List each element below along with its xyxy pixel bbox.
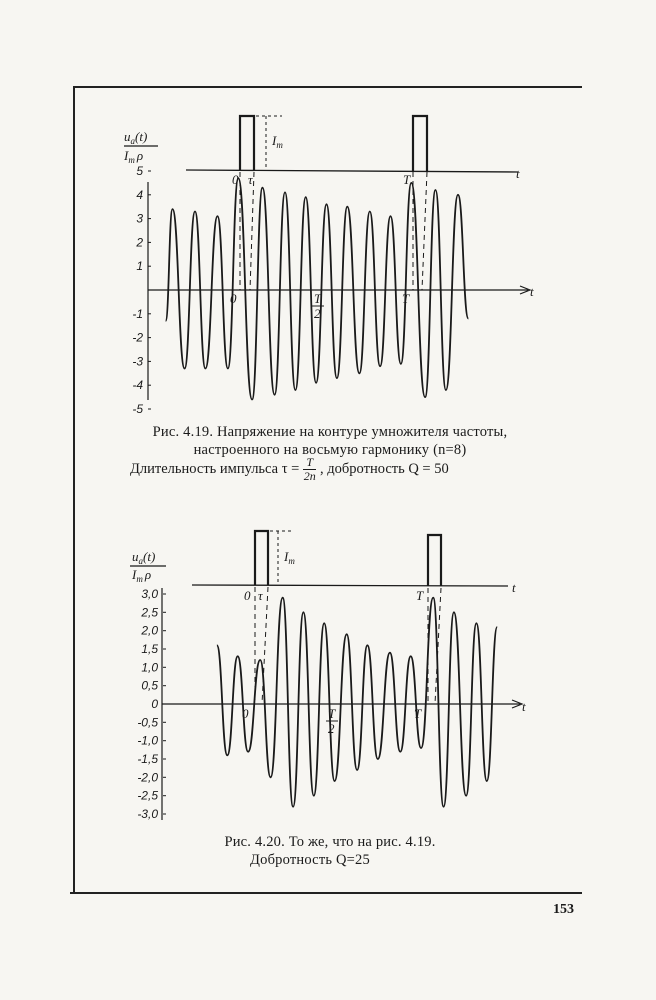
pulse-2 bbox=[413, 116, 427, 171]
pulse-1 bbox=[240, 116, 254, 170]
axis-half-period-den: 2 bbox=[328, 721, 335, 736]
y-tick-label: -2,5 bbox=[137, 788, 158, 803]
axis-period-label: T bbox=[414, 706, 422, 721]
axis-half-period-num: T bbox=[328, 706, 336, 721]
y-tick-label: -0,5 bbox=[137, 715, 158, 730]
y-tick-label: -3 bbox=[132, 354, 143, 369]
y-tick-label: -1 bbox=[132, 306, 143, 321]
formula-denominator: 2n bbox=[303, 469, 316, 483]
pulse-period-label: T bbox=[416, 588, 424, 603]
y-tick-label: -2,0 bbox=[137, 770, 158, 785]
pulse-amplitude-label: $I_m$ bbox=[272, 133, 283, 150]
formula-suffix: , добротность Q = 50 bbox=[320, 461, 449, 477]
y-tick-label: 1,5 bbox=[141, 642, 158, 656]
y-label-denominator: $I_m$ ρ bbox=[132, 567, 152, 584]
pulse-origin-label: 0 bbox=[244, 588, 251, 603]
y-tick-label: 0,5 bbox=[141, 678, 158, 693]
y-tick-label: -3,0 bbox=[137, 807, 158, 821]
guide-line-tau bbox=[250, 172, 254, 290]
pulse-origin-label: 0 bbox=[232, 172, 239, 187]
y-tick-label: -5 bbox=[132, 402, 143, 416]
pulse-tau-label: τ bbox=[248, 172, 253, 187]
y-tick-label: 1 bbox=[136, 259, 143, 274]
y-tick-label: 2,5 bbox=[141, 605, 158, 620]
figure-4-19-caption bbox=[110, 423, 550, 459]
y-tick-label: -2 bbox=[132, 330, 143, 345]
page-frame-bottom bbox=[70, 892, 582, 894]
voltage-waveform bbox=[166, 178, 469, 399]
y-tick-label: 1,0 bbox=[141, 660, 158, 675]
pulse-axis-label: t bbox=[512, 580, 516, 595]
y-tick-label: 4 bbox=[136, 187, 143, 202]
guide-line-period-tau bbox=[422, 172, 427, 290]
time-axis-label: t bbox=[530, 284, 534, 299]
pulse-duration-formula bbox=[130, 456, 449, 483]
y-tick-label: 2,0 bbox=[141, 623, 158, 638]
figure-4-20-caption bbox=[170, 833, 490, 869]
y-label-denominator: $I_m$ ρ bbox=[124, 148, 144, 165]
axis-half-period-num: T bbox=[314, 291, 322, 306]
pulse-amplitude-label: $I_m$ bbox=[284, 549, 295, 566]
y-tick-label: -1,0 bbox=[137, 733, 158, 748]
formula-prefix: Длительность импульса τ = bbox=[130, 461, 300, 477]
y-label-numerator: $u_a(t)$ bbox=[132, 549, 156, 566]
page-number: 153 bbox=[553, 902, 574, 917]
axis-half-period-den: 2 bbox=[314, 306, 321, 321]
pulse-tau-label: τ bbox=[258, 588, 263, 603]
pulse-1 bbox=[255, 531, 268, 585]
axis-period-label: T bbox=[402, 291, 410, 306]
caption-line-1: Рис. 4.19. Напряжение на контуре умножителя частоты, bbox=[152, 424, 508, 440]
formula-numerator: T bbox=[303, 456, 316, 470]
pulse-axis bbox=[192, 585, 508, 586]
y-tick-label: 5 bbox=[136, 164, 143, 178]
y-tick-label: -4 bbox=[132, 378, 143, 393]
caption-line-1: Рис. 4.20. То же, что на рис. 4.19. bbox=[224, 834, 436, 850]
caption-line-2: настроенного на восьмую гармонику (n=8) bbox=[193, 442, 467, 458]
caption-line-2: Добротность Q=25 bbox=[250, 852, 370, 868]
voltage-waveform bbox=[217, 598, 497, 807]
time-axis-label: t bbox=[522, 699, 526, 714]
y-tick-label: 2 bbox=[136, 235, 143, 250]
pulse-axis-label: t bbox=[516, 166, 520, 181]
pulse-period-label: T bbox=[403, 172, 411, 187]
axis-zero-label: 0 bbox=[242, 706, 249, 721]
figure-4-20-plot bbox=[0, 500, 656, 840]
figure-4-19-plot bbox=[0, 0, 656, 420]
y-label-numerator: $u_a(t)$ bbox=[124, 129, 148, 146]
axis-zero-label: 0 bbox=[230, 291, 237, 306]
formula-fraction bbox=[303, 456, 316, 483]
pulse-2 bbox=[428, 535, 441, 586]
y-tick-label: -1,5 bbox=[137, 752, 158, 766]
y-tick-label: 0 bbox=[151, 697, 158, 711]
y-tick-label: 3 bbox=[136, 211, 143, 226]
y-tick-label: 3,0 bbox=[141, 587, 158, 601]
